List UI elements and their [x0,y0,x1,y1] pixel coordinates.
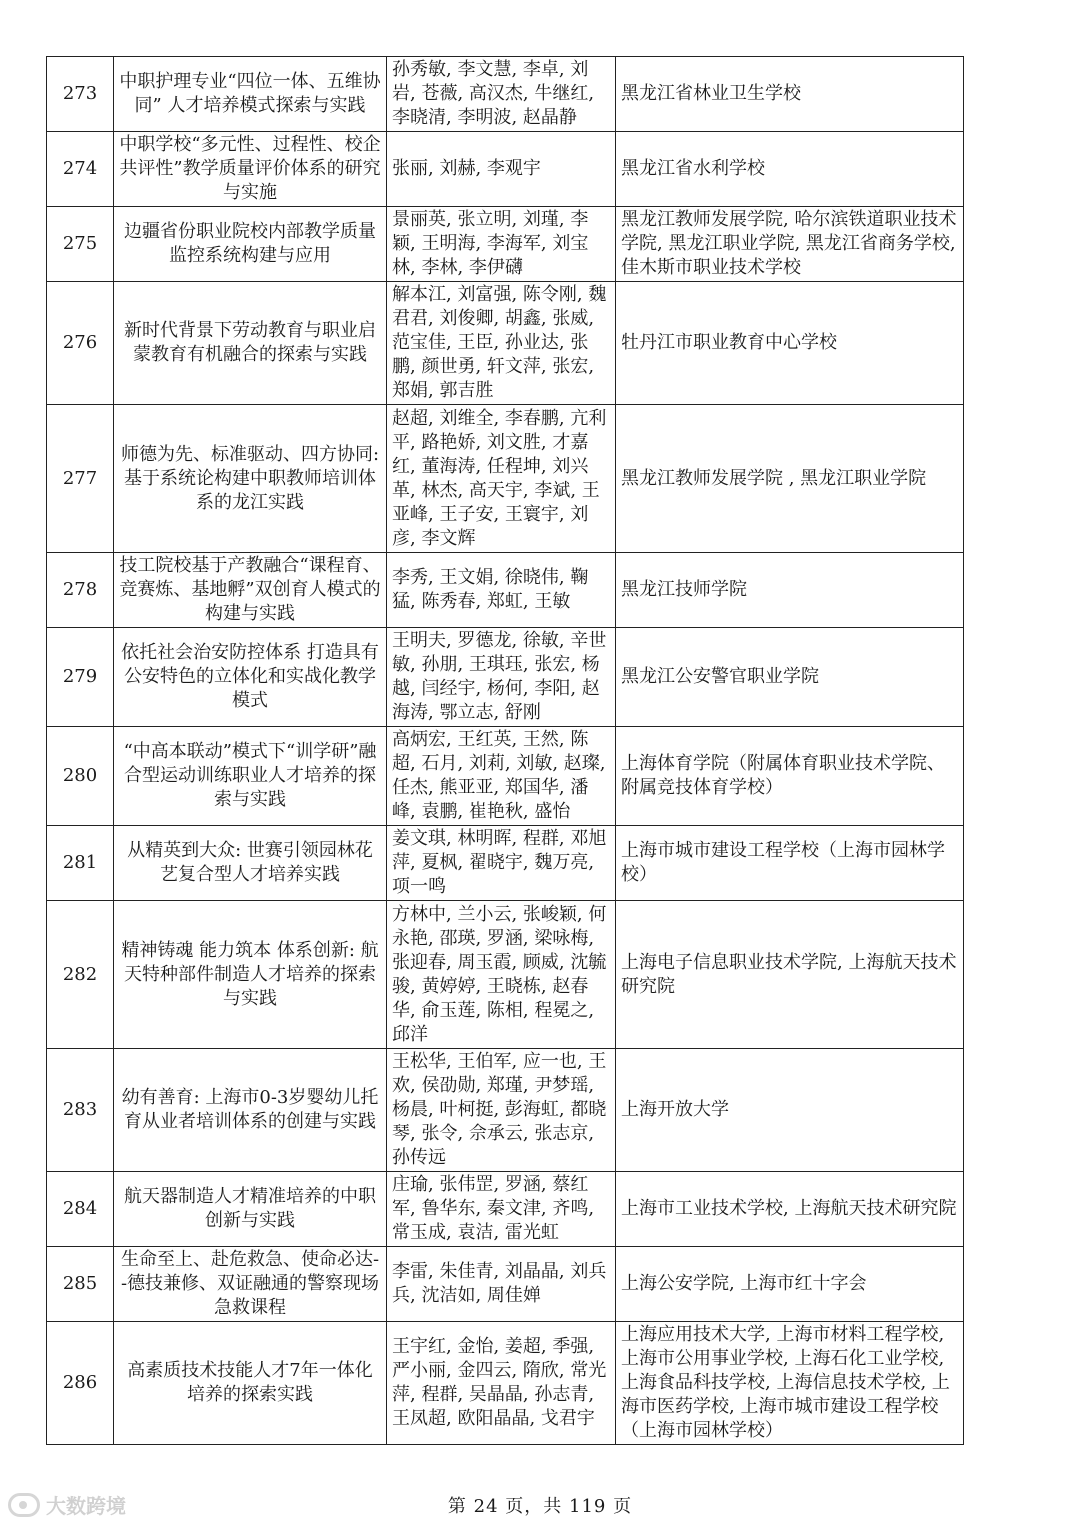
organization: 黑龙江公安警官职业学院 [616,628,964,727]
awards-table-body [47,57,964,1445]
organization: 上海开放大学 [616,1049,964,1172]
author-list: 李秀, 王文娟, 徐晓伟, 鞠猛, 陈秀春, 郑虹, 王敏 [387,553,616,628]
watermark [8,1490,126,1519]
project-title: 航天器制造人才精准培养的中职创新与实践 [114,1172,387,1247]
project-title: 技工院校基于产教融合“课程育、竞赛炼、基地孵”双创育人模式的构建与实践 [114,553,387,628]
project-title: 边疆省份职业院校内部教学质量监控系统构建与应用 [114,207,387,282]
table-row [47,1172,964,1247]
author-list: 张丽, 刘赫, 李观宇 [387,132,616,207]
project-title: 师德为先、标准驱动、四方协同: 基于系统论构建中职教师培训体系的龙江实践 [114,405,387,553]
organization: 上海电子信息职业技术学院, 上海航天技术研究院 [616,901,964,1049]
author-list: 李雷, 朱佳青, 刘晶晶, 刘兵兵, 沈洁如, 周佳婵 [387,1247,616,1322]
table-row [47,132,964,207]
project-title: “中高本联动”模式下“训学研”融合型运动训练职业人才培养的探索与实践 [114,727,387,826]
organization: 上海应用技术大学, 上海市材料工程学校, 上海市公用事业学校, 上海石化工业学校, 上海食品科技学校, 上海信息技术学校, 上海市医药学校, 上海市城市建设工程学校（上海市园林学校） [616,1322,964,1445]
project-title: 从精英到大众: 世赛引领园林花艺复合型人才培养实践 [114,826,387,901]
row-number: 285 [47,1247,114,1322]
project-title: 生命至上、赴危救急、使命必达--德技兼修、双证融通的警察现场急救课程 [114,1247,387,1322]
row-number: 280 [47,727,114,826]
author-list: 孙秀敏, 李文慧, 李卓, 刘岩, 苍薇, 高汉杰, 牛继红, 李晓清, 李明波, 赵晶静 [387,57,616,132]
row-number: 283 [47,1049,114,1172]
row-number: 275 [47,207,114,282]
table-row [47,207,964,282]
row-number: 286 [47,1322,114,1445]
project-title: 幼有善育: 上海市0-3岁婴幼儿托育从业者培训体系的创建与实践 [114,1049,387,1172]
author-list: 王宇红, 金怡, 姜超, 季强, 严小丽, 金四云, 隋欣, 常光萍, 程群, 吴晶晶, 孙志青, 王凤超, 欧阳晶晶, 戈君宇 [387,1322,616,1445]
organization: 上海体育学院（附属体育职业技术学院、附属竞技体育学校） [616,727,964,826]
organization: 上海公安学院, 上海市红十字会 [616,1247,964,1322]
author-list: 方林中, 兰小云, 张峻颖, 何永艳, 邵瑛, 罗涵, 梁咏梅, 张迎春, 周玉霞, 顾威, 沈毓骏, 黄婷婷, 王晓栋, 赵春华, 俞玉莲, 陈相, 程冕之, 邱洋 [387,901,616,1049]
table-row [47,727,964,826]
table-row [47,57,964,132]
author-list: 王松华, 王伯军, 应一也, 王欢, 侯劭勋, 郑瑾, 尹梦瑶, 杨晨, 叶柯挺, 彭海虹, 都晓琴, 张令, 佘承云, 张志京, 孙传远 [387,1049,616,1172]
organization: 上海市城市建设工程学校（上海市园林学校） [616,826,964,901]
row-number: 273 [47,57,114,132]
organization: 黑龙江教师发展学院 , 黑龙江职业学院 [616,405,964,553]
project-title: 新时代背景下劳动教育与职业启蒙教育有机融合的探索与实践 [114,282,387,405]
table-row [47,1322,964,1445]
author-list: 高炳宏, 王红英, 王然, 陈超, 石月, 刘莉, 刘敏, 赵璨, 任杰, 熊亚亚, 郑国华, 潘峰, 袁鹏, 崔艳秋, 盛怡 [387,727,616,826]
organization: 黑龙江省水利学校 [616,132,964,207]
row-number: 274 [47,132,114,207]
table-row [47,1247,964,1322]
author-list: 王明夫, 罗德龙, 徐敏, 辛世敏, 孙朋, 王琪珏, 张宏, 杨越, 闫经宇, 杨何, 李阳, 赵海涛, 鄂立志, 舒刚 [387,628,616,727]
watermark-logo-icon [8,1493,40,1517]
organization: 上海市工业技术学校, 上海航天技术研究院 [616,1172,964,1247]
organization: 黑龙江技师学院 [616,553,964,628]
row-number: 282 [47,901,114,1049]
author-list: 赵超, 刘维全, 李春鹏, 亢利平, 路艳娇, 刘文胜, 才嘉红, 董海涛, 任程坤, 刘兴革, 林杰, 高天宇, 李斌, 王亚峰, 王子安, 王寰宇, 刘彦, 李文辉 [387,405,616,553]
project-title: 中职护理专业“四位一体、五维协同” 人才培养模式探索与实践 [114,57,387,132]
organization: 黑龙江省林业卫生学校 [616,57,964,132]
row-number: 276 [47,282,114,405]
organization: 黑龙江教师发展学院, 哈尔滨铁道职业技术学院, 黑龙江职业学院, 黑龙江省商务学校, 佳木斯市职业技术学校 [616,207,964,282]
author-list: 解本江, 刘富强, 陈令刚, 魏君君, 刘俊卿, 胡鑫, 张威, 范宝佳, 王臣, 孙业达, 张鹏, 颜世勇, 轩文萍, 张宏, 郑娟, 郭吉胜 [387,282,616,405]
row-number: 281 [47,826,114,901]
table-row [47,1049,964,1172]
table-row [47,901,964,1049]
table-row [47,826,964,901]
row-number: 284 [47,1172,114,1247]
project-title: 精神铸魂 能力筑本 体系创新: 航天特种部件制造人才培养的探索与实践 [114,901,387,1049]
project-title: 高素质技术技能人才7年一体化培养的探索实践 [114,1322,387,1445]
table-row [47,628,964,727]
project-title: 依托社会治安防控体系 打造具有公安特色的立体化和实战化教学模式 [114,628,387,727]
author-list: 景丽英, 张立明, 刘瑾, 李颖, 王明海, 李海军, 刘宝林, 李林, 李伊礴 [387,207,616,282]
organization: 牡丹江市职业教育中心学校 [616,282,964,405]
table-row [47,282,964,405]
table-row [47,405,964,553]
row-number: 279 [47,628,114,727]
table-row [47,553,964,628]
page-footer: 第 24 页，共 119 页 [447,1496,633,1517]
watermark-text: 大数跨境 [46,1494,126,1518]
author-list: 庄瑜, 张伟罡, 罗涵, 蔡红军, 鲁华东, 秦文津, 齐鸣, 常玉成, 袁洁, 雷光虹 [387,1172,616,1247]
author-list: 姜文琪, 林明晖, 程群, 邓旭萍, 夏枫, 翟晓宇, 魏万亮, 项一鸣 [387,826,616,901]
row-number: 278 [47,553,114,628]
row-number: 277 [47,405,114,553]
awards-table [46,56,964,1445]
project-title: 中职学校“多元性、过程性、校企共评性”教学质量评价体系的研究与实施 [114,132,387,207]
